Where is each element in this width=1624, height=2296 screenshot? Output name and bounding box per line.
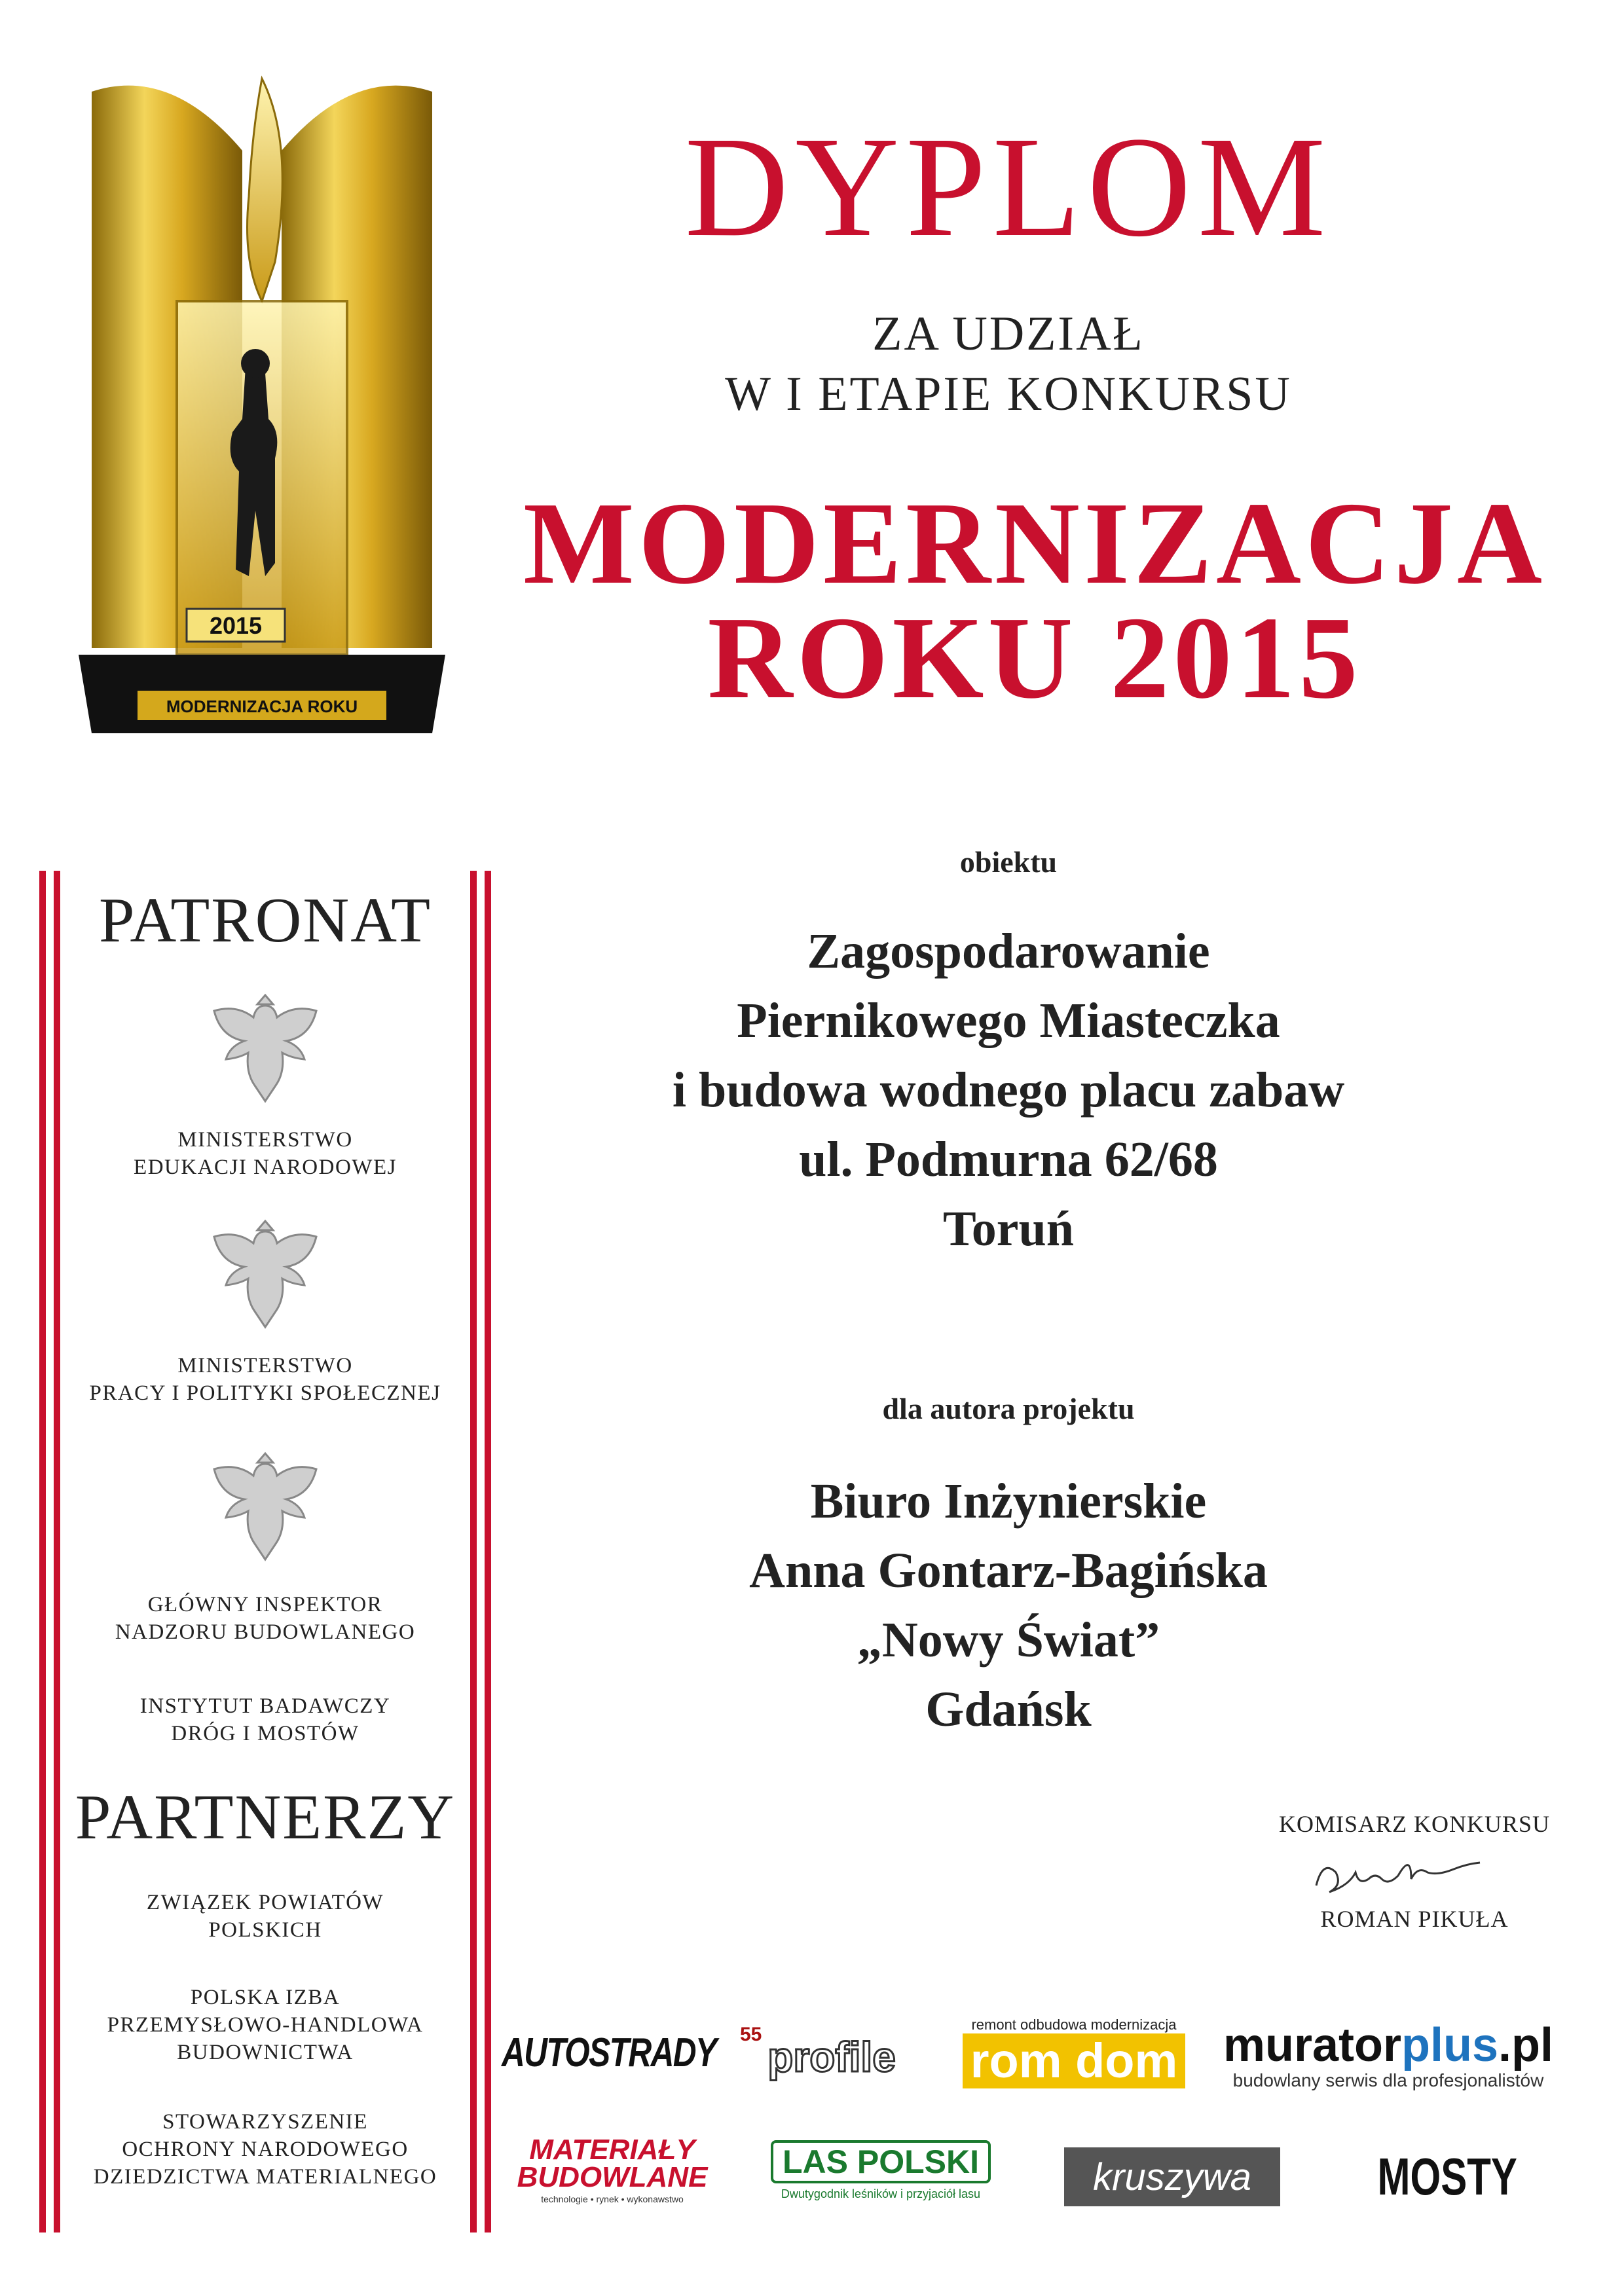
signature xyxy=(1310,1846,1506,1905)
logo-muratorplus: muratorplus.pl budowlany serwis dla profesjonalistów xyxy=(1223,2019,1554,2090)
object-description: Zagospodarowanie Piernikowego Miasteczka i budowa wodnego placu zabaw ul. Podmurna 62/68 Toruń xyxy=(672,924,1345,1256)
logo-kruszywa: kruszywa xyxy=(1064,2147,1280,2206)
eagle-icon xyxy=(206,989,324,1120)
logo-mosty: MOSTY xyxy=(1377,2147,1517,2206)
trophy-year: 2015 xyxy=(209,612,263,639)
patronat-inst-4: INSTYTUT BADAWCZY DRÓG I MOSTÓW xyxy=(139,1694,391,1745)
eagle-icon xyxy=(206,1214,324,1345)
partner-1: ZWIĄZEK POWIATÓW POLSKICH xyxy=(146,1891,384,1942)
contest-name-line-2: ROKU 2015 xyxy=(707,592,1362,723)
subtitle-line-1: ZA UDZIAŁ xyxy=(872,307,1145,361)
partner-2: POLSKA IZBA PRZEMYSŁOWO-HANDLOWA BUDOWNICTWA xyxy=(107,1986,424,2064)
author-description: Biuro Inżynierskie Anna Gontarz-Bagińska „Nowy Świat” Gdańsk xyxy=(749,1474,1268,1737)
patronat-inst-3: GŁÓWNY INSPEKTOR NADZORU BUDOWLANEGO xyxy=(115,1593,416,1644)
left-sidebar xyxy=(39,871,491,2232)
trophy-illustration xyxy=(79,65,445,740)
subtitle-line-2: W I ETAPIE KONKURSU xyxy=(725,367,1292,421)
trophy-plate: MODERNIZACJA ROKU xyxy=(166,697,358,716)
patronat-heading: PATRONAT xyxy=(99,885,432,956)
komisarz-name: ROMAN PIKUŁA xyxy=(1320,1906,1509,1932)
author-label: dla autora projektu xyxy=(882,1392,1135,1425)
logo-autostrady: AUTOSTRADY xyxy=(502,2030,716,2075)
eagle-icon xyxy=(206,1447,324,1578)
patronat-inst-2: MINISTERSTWO PRACY I POLITYKI SPOŁECZNEJ xyxy=(89,1354,441,1405)
object-label: obiektu xyxy=(959,845,1058,879)
logo-profile: 55 profile xyxy=(740,2024,896,2081)
partner-3: STOWARZYSZENIE OCHRONY NARODOWEGO DZIEDZICTWA MATERIALNEGO xyxy=(93,2110,437,2189)
komisarz-label: KOMISARZ KONKURSU xyxy=(1278,1811,1551,1837)
partnerzy-heading: PARTNERZY xyxy=(75,1782,456,1853)
logo-las-polski: LAS POLSKI Dwutygodnik leśników i przyjaciół lasu xyxy=(769,2131,992,2210)
patronat-inst-1: MINISTERSTWO EDUKACJI NARODOWEJ xyxy=(134,1128,397,1179)
contest-name-line-1: MODERNIZACJA xyxy=(523,478,1546,608)
logo-materialy-budowlane: MATERIAŁY BUDOWLANE technologie • rynek • wykonawstwo xyxy=(517,2133,708,2204)
logo-romdom: remont odbudowa modernizacja rom dom xyxy=(956,2010,1192,2095)
diploma-title: DYPLOM xyxy=(684,107,1333,266)
